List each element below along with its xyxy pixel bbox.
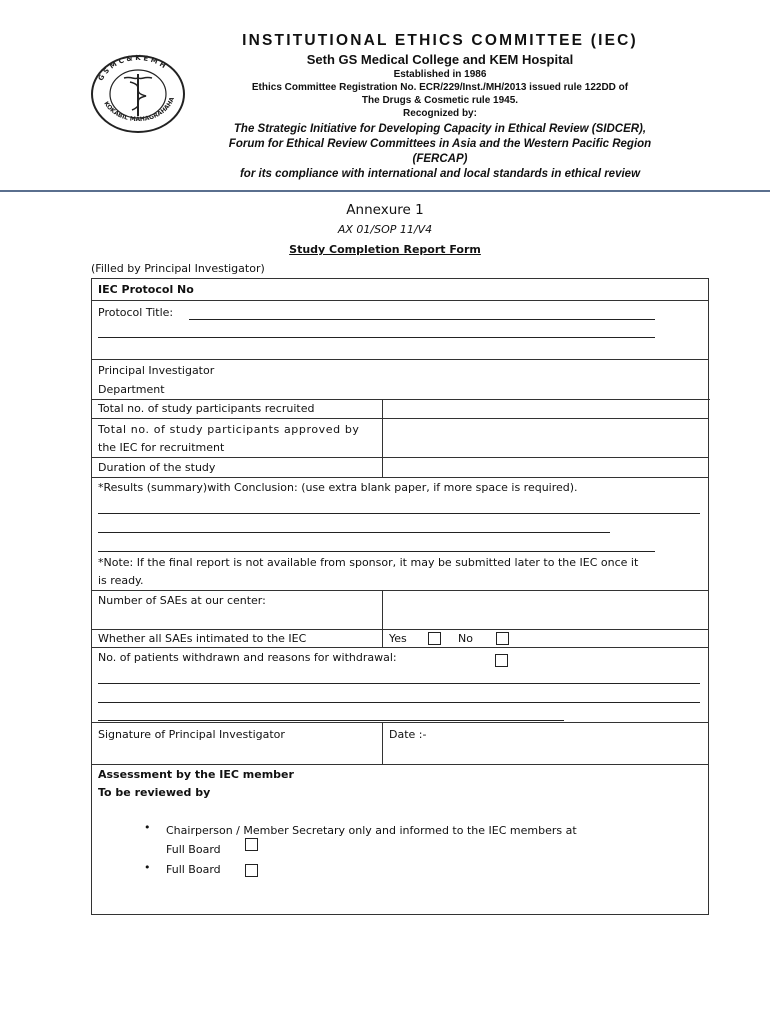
withdrawn-input-line1[interactable]	[98, 683, 700, 684]
recruited-label: Total no. of study participants recruited	[98, 402, 315, 415]
completion-report-form	[91, 278, 709, 915]
committee-title: INSTITUTIONAL ETHICS COMMITTEE (IEC)	[242, 32, 638, 49]
sidcer-line: The Strategic Initiative for Developing Capacity in Ethical Review (SIDCER),	[233, 123, 647, 135]
withdrawn-checkbox[interactable]	[495, 654, 508, 667]
forum-line: Forum for Ethical Review Committees in Asia and the Western Pacific Region	[228, 138, 652, 150]
svg-text:G S M C & K E M H: G S M C & K E M H	[96, 53, 168, 83]
hospital-name: Seth GS Medical College and KEM Hospital	[306, 52, 574, 67]
row-divider	[92, 722, 708, 723]
results-input-line3[interactable]	[98, 551, 655, 552]
withdrawn-input-line2[interactable]	[98, 702, 700, 703]
column-divider	[382, 399, 383, 477]
column-divider	[382, 722, 383, 764]
withdrawn-input-line3[interactable]	[98, 720, 564, 721]
option-chairperson-line2: Full Board	[166, 843, 221, 856]
date-label: Date :-	[389, 728, 427, 741]
protocol-title-input-line2[interactable]	[98, 337, 655, 338]
results-label: *Results (summary)with Conclusion: (use extra blank paper, if more space is required).	[98, 481, 578, 494]
drugs-rule: The Drugs & Cosmetic rule 1945.	[361, 95, 519, 106]
department-label: Department	[98, 383, 165, 396]
bullet-icon: •	[144, 861, 151, 874]
option-full-board: Full Board	[166, 863, 221, 876]
registration-number: Ethics Committee Registration No. ECR/229/Inst./MH/2013 issued rule 122DD of	[251, 82, 629, 93]
option-chairperson-line1: Chairperson / Member Secretary only and informed to the IEC members at	[166, 824, 577, 837]
row-divider	[92, 300, 708, 301]
form-title	[0, 243, 770, 256]
saes-intimated-label: Whether all SAEs intimated to the IEC	[98, 632, 307, 645]
no-checkbox[interactable]	[496, 632, 509, 645]
approved-label-line1: Total no. of study participants approved by	[98, 423, 360, 436]
established-year: Established in 1986	[393, 69, 487, 80]
bullet-icon: •	[144, 821, 151, 834]
filled-by-note: (Filled by Principal Investigator)	[91, 262, 265, 275]
withdrawn-label: No. of patients withdrawn and reasons for withdrawal:	[98, 651, 397, 664]
row-divider	[92, 418, 708, 419]
protocol-no-label: IEC Protocol No	[98, 283, 194, 296]
results-input-line2[interactable]	[98, 532, 610, 533]
form-title-text: Study Completion Report Form	[289, 243, 481, 256]
saes-label: Number of SAEs at our center:	[98, 594, 266, 607]
row-divider	[382, 399, 710, 400]
protocol-title-label: Protocol Title:	[98, 306, 174, 319]
annexure-title: Annexure 1	[346, 202, 424, 218]
chairperson-checkbox[interactable]	[245, 838, 258, 851]
row-divider	[92, 359, 708, 360]
approved-label-line2: the IEC for recruitment	[98, 441, 225, 454]
note-line1: *Note: If the final report is not available from sponsor, it may be submitted later to the IEC once it	[98, 556, 639, 569]
note-line2: is ready.	[98, 574, 144, 587]
no-label: No	[458, 632, 473, 645]
principal-investigator-label: Principal Investigator	[98, 364, 215, 377]
reviewed-by-label: To be reviewed by	[98, 786, 211, 799]
recognized-by: Recognized by:	[403, 108, 477, 119]
full-board-checkbox[interactable]	[245, 864, 258, 877]
column-divider	[382, 590, 383, 647]
document-code: AX 01/SOP 11/V4	[337, 223, 433, 236]
signature-label: Signature of Principal Investigator	[98, 728, 285, 741]
compliance-line: for its compliance with international and local standards in ethical review	[239, 168, 641, 180]
protocol-title-input[interactable]	[189, 319, 655, 320]
svg-text:KOKABIL MAHAGRAHAHA: KOKABIL MAHAGRAHAHA	[102, 96, 176, 124]
yes-checkbox[interactable]	[428, 632, 441, 645]
results-input-line1[interactable]	[98, 513, 700, 514]
fercap-line: (FERCAP)	[412, 153, 468, 165]
duration-label: Duration of the study	[98, 461, 216, 474]
assessment-heading: Assessment by the IEC member	[98, 768, 294, 781]
yes-label: Yes	[389, 632, 407, 645]
header-divider	[0, 190, 770, 192]
